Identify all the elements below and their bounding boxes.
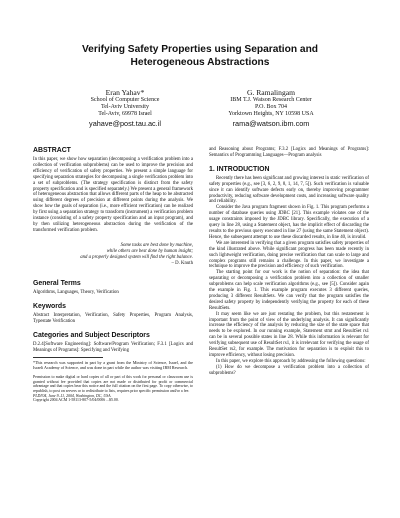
keywords-heading: Keywords — [33, 303, 66, 311]
intro-paragraph: In this paper, we explore this approach by addressing the following questions: — [216, 358, 366, 364]
author-email[interactable]: rama@watson.ibm.com — [232, 118, 310, 128]
general-terms-heading: General Terms — [33, 280, 81, 288]
intro-paragraph: We are interested in verifying that a given program satisfies safety properties of the kind illustrated above. While significant progress has been made recently in such lightweight verification, doing precise verification that can scale to large and complex programs still remains a challenge. In this paper, we investigate a technique to improve the precision and efficiency of such verification. — [209, 240, 369, 270]
copyright: Copyright 2004 ACM 1-58113-807-5/04/0006 ...$5.00. — [33, 398, 119, 403]
author-block-2 — [196, 88, 346, 128]
intro-paragraph: Recently there has been significant and growing interest in static verification of safety properties (e.g., see [3, 6, 2, 9, 8, 1, 14, 7, 5]). Such verification is valuable since it can identify software defects early on, thereby improving programmer productivity, reducing software development costs, and increasing software quality and reliability. — [209, 175, 369, 205]
abstract-heading: ABSTRACT — [33, 147, 71, 154]
author-name: Eran Yahav* — [105, 88, 145, 97]
author-address: Yorktown Heights, NY 10598 USA — [228, 110, 314, 117]
venue: PLDI'04, June 9–11, 2004, Washington, DC, USA. — [33, 393, 112, 398]
author-block-1 — [50, 88, 200, 128]
author-address: Tel-Aviv, 69978 Israel — [98, 110, 152, 117]
intro-paragraph: Consider the Java program fragment shown in Fig. 1. This program performs a number of database queries using JDBC [21]. This example violates one of the usage constraints imposed by the JDBC library. Specifically, the execution of a query in line 28, using a Statement object, has the implicit effect of discarding the results to the previous query executed in line 27 (using the same Statement object). Hence, the subsequent attempt to use these discarded results, in line 40, is invalid. — [209, 205, 369, 240]
author-affiliation: Tel-Aviv University — [101, 103, 149, 110]
right-column — [209, 147, 369, 377]
author-name: G. Ramalingam — [246, 88, 296, 97]
introduction-heading: 1. INTRODUCTION — [209, 165, 270, 173]
title-line-2: Heterogeneous Abstractions — [130, 56, 270, 68]
epigraph-line: and a properly designed system will find the right balance. — [80, 254, 193, 260]
left-column — [33, 147, 193, 403]
general-terms-text: Algorithms, Languages, Theory, Verification — [33, 290, 119, 296]
keywords-text: Abstract Interpretation, Verification, Safety Properties, Program Analysis, Typestate Verification — [33, 313, 193, 325]
epigraph-line: while others are best done by human insight; — [106, 248, 193, 254]
paper-title — [0, 44, 400, 69]
intro-paragraph: (1) How do we decompose a verification problem into a collection of subproblems? — [209, 364, 369, 376]
categories-continued: and Reasoning about Programs; F.3.2 [Logics and Meanings of Programs]: Semantics of Programming Languages—Program analysis — [209, 147, 369, 158]
epigraph-line: Some tasks are best done by machine, — [120, 242, 193, 248]
epigraph — [33, 243, 193, 267]
author-affiliation: P.O. Box 704 — [254, 103, 287, 110]
footnote: *This research was supported in part by a grant from the Ministry of Science, Israel, and the Israeli Academy of Science, and was done in part while the author was visiting IBM Research. — [33, 359, 193, 370]
abstract-text: In this paper, we show how separation (decomposing a verification problem into a collection of verification subproblems) can be used to improve the precision and efficiency of verification of safety properties. We present a simple language for specifying separation strategies for decomposing a single verification problem into a set of subproblems. (The strategy specification is distinct from the safety property specification and is specified separately.) We present a general framework of heterogeneous abstraction that allows different parts of the heap to be abstracted using different degrees of precision at different points during the analysis. We show how the goals of separation (i.e., more efficient verification) can be realized by first using a separation strategy to transform (instrument) a verification problem instance (consisting of a safety property specification and an input program), and by then utilizing heterogeneous abstraction during the verification of the transformed verification problem. — [33, 157, 193, 233]
title-line-1: Verifying Safety Properties using Separation and — [81, 44, 319, 55]
author-affiliation: School of Computer Science — [90, 97, 160, 103]
categories-text: D.2.4[Software Engineering]: Software/Program Verification; F.3.1 [Logics and Meanings of Programs]: Specifying and Verifying — [33, 342, 193, 354]
footnote-divider — [33, 357, 103, 358]
intro-paragraph: It may seem like we are just restating the problem, but this restatement is important from the point of view of the underlying analysis. It can significantly increase the efficiency of the analysis by reducing the size of the state space that needs to be explored. In our running example, Statement stmt and ResultSet rs1 can be in several possible states in line 28. While this information is relevant for verifying subsequent use of ResultSet rs1, it is irrelevant for verifying the usage of ResultSet rs2, for example. The motivation for separation is to exploit this to improve efficiency, without losing precision. — [209, 311, 369, 358]
intro-paragraph: The starting point for our work is the notion of separation: the idea that separating or decomposing a verification problem into a collection of smaller subproblems can help scale verification algorithms (e.g., see [5]). Consider again the example in Fig. 1. This example program executes 3 different queries, producing 3 different ResultSets. We can verify that the program satisfies the desired safety property by independently verifying the property for each of these ResultSets. — [209, 270, 369, 311]
permission-notice: Permission to make digital or hard copies of all or part of this work for personal or classroom use is granted without fee provided that copies are not made or distributed for profit or commercial advantage and that copies bear this notice and the full citation on the first page. To copy otherwise, to republish, to post on servers or to redistribute to lists, requires prior specific permission and/or a fee. — [33, 374, 193, 394]
author-affiliation: IBM T.J. Watson Research Center — [230, 97, 312, 103]
author-email[interactable]: yahave@post.tau.ac.il — [89, 118, 161, 128]
epigraph-author: – D. Knuth — [171, 260, 193, 266]
categories-heading: Categories and Subject Descriptors — [33, 332, 150, 340]
